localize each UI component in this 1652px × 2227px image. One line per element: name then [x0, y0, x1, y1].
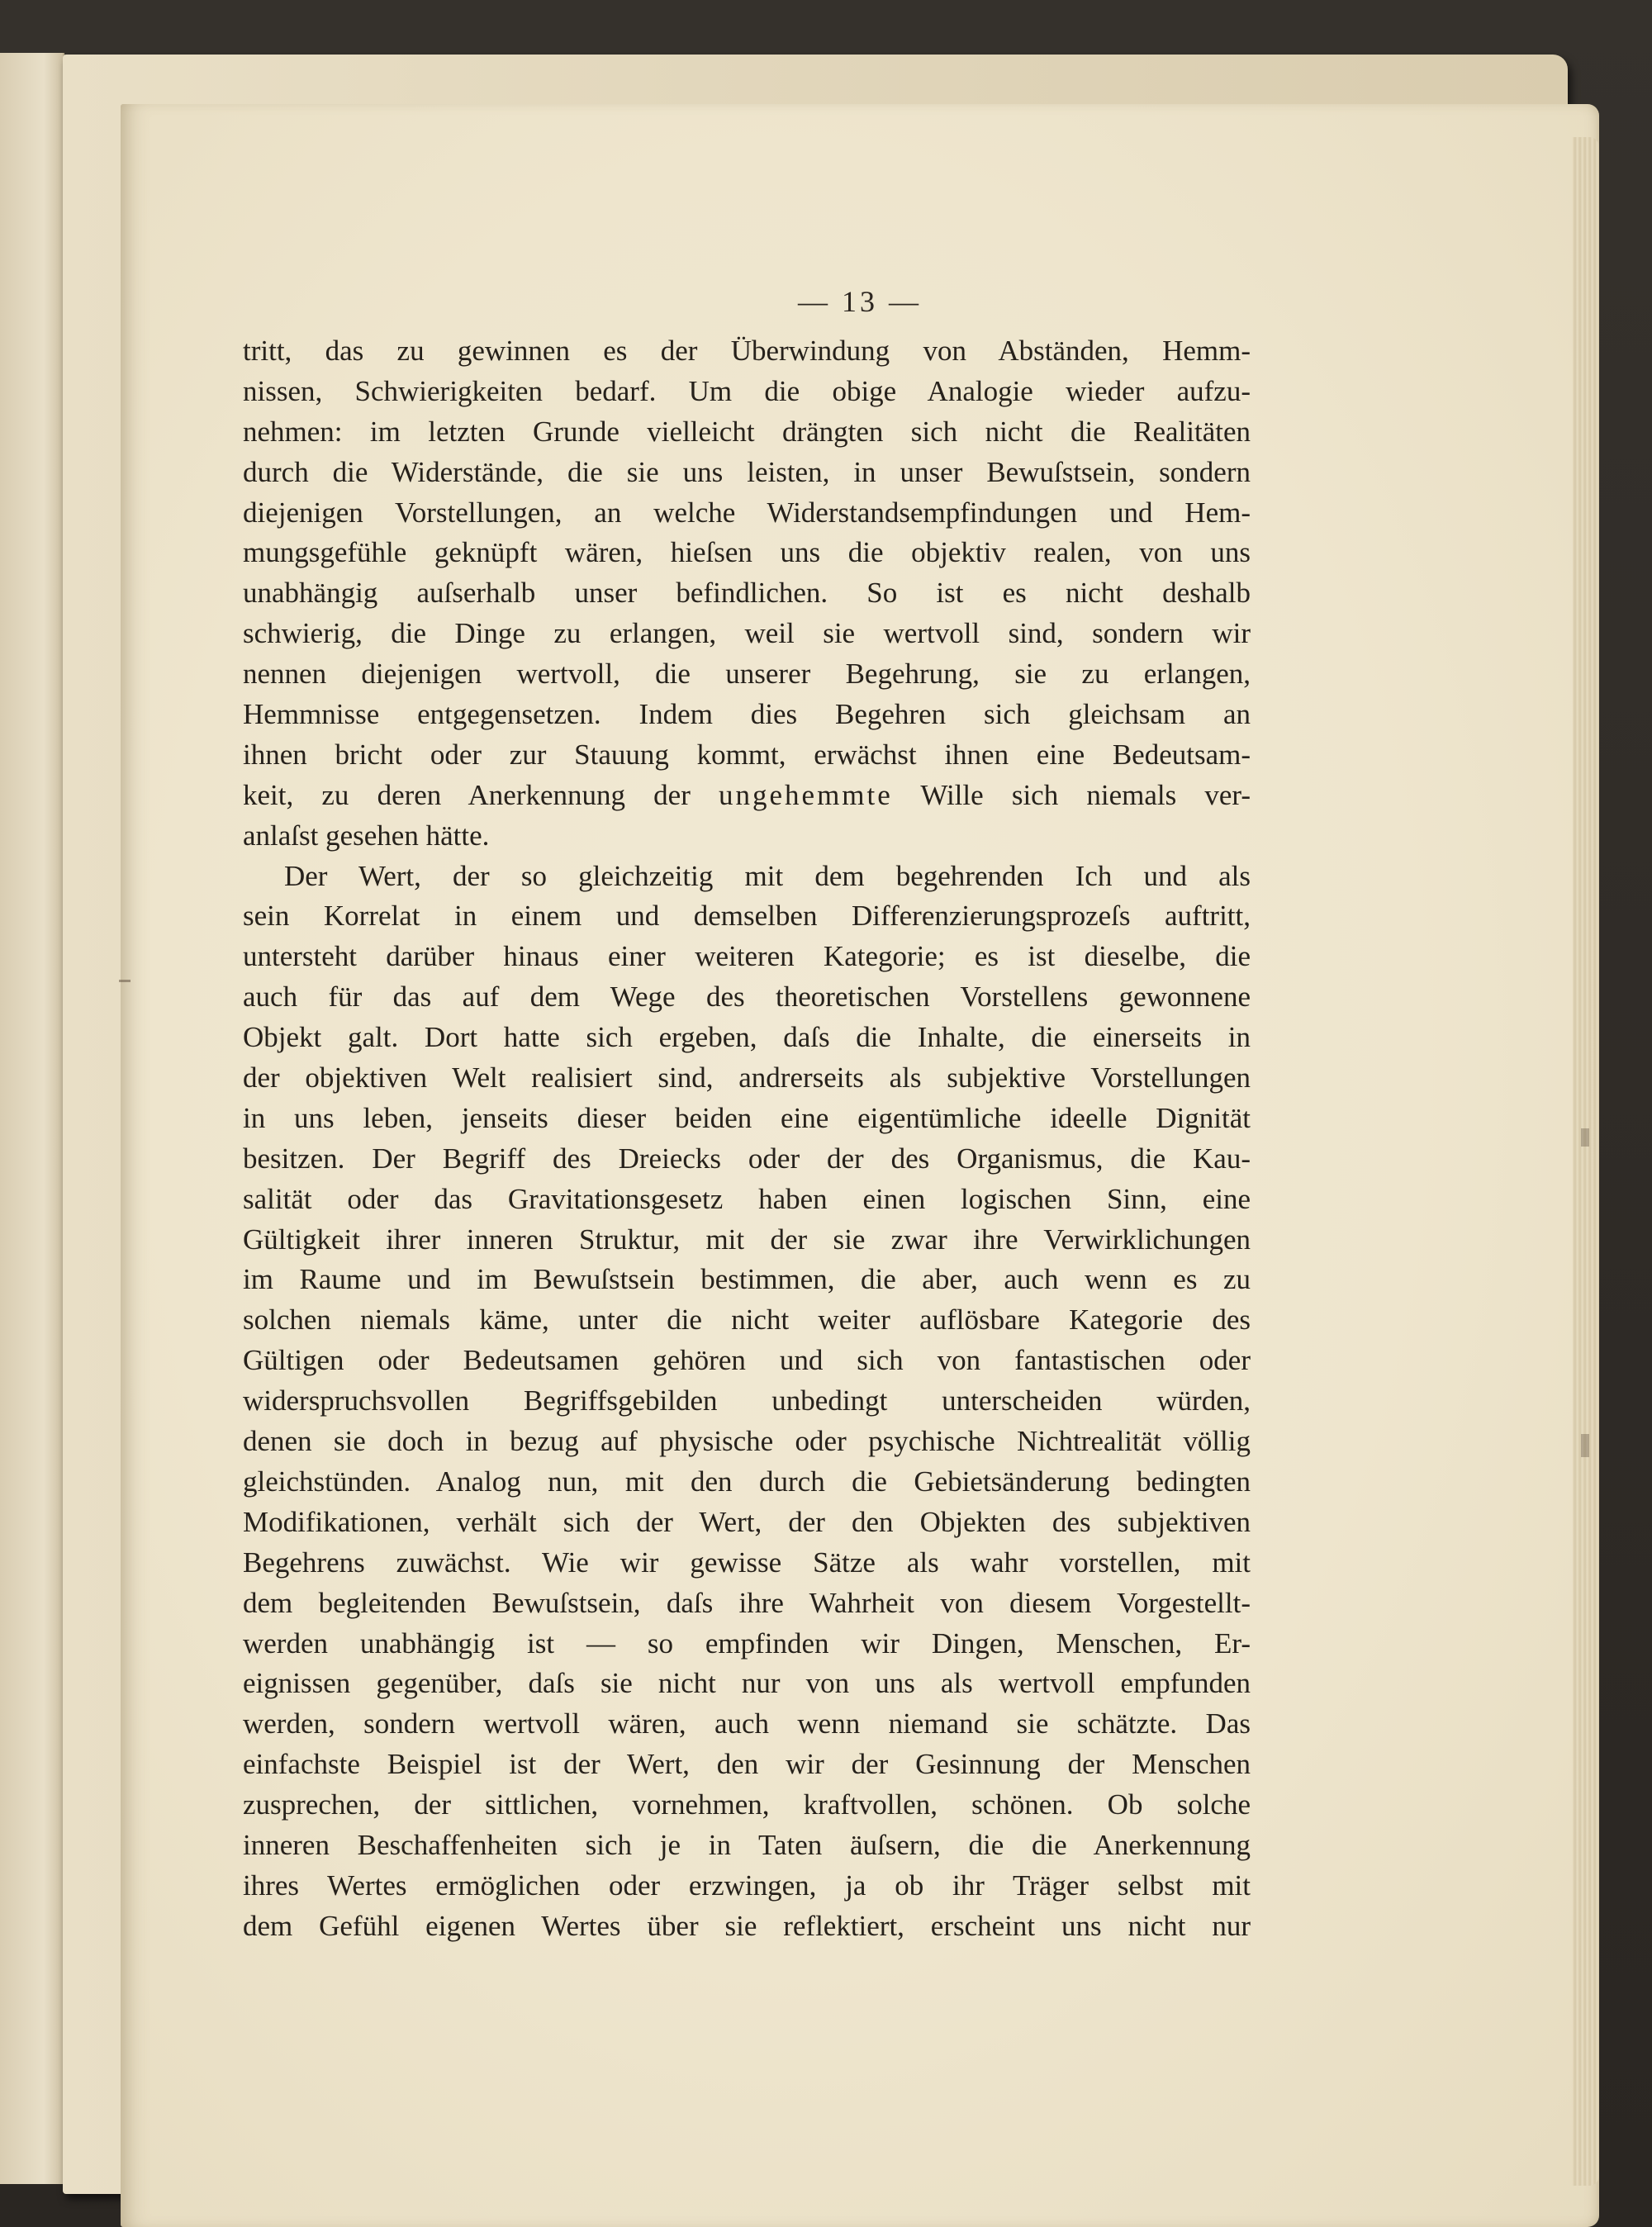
text-fragment: Wille sich niemals ver-: [920, 778, 1251, 811]
text-line: salität oder das Gravitationsgesetz haben einen logischen Sinn, eine: [243, 1182, 1251, 1215]
text-line: mungsgefühle geknüpft wären, hieſsen uns die objektiv realen, von uns: [243, 536, 1251, 569]
text-line: Objekt galt. Dort hatte sich ergeben, daſs die Inhalte, die einerseits in: [243, 1021, 1251, 1054]
text-line: werden unabhängig ist — so empfinden wir Dingen, Menschen, Er-: [243, 1626, 1251, 1660]
text-line: der objektiven Welt realisiert sind, andrerseits als subjektive Vorstellungen: [243, 1061, 1251, 1095]
page-stack: [63, 55, 1568, 2194]
margin-mark: [1581, 1434, 1589, 1457]
text-line: dem begleitenden Bewuſstsein, daſs ihre Wahrheit von diesem Vorgestellt-: [243, 1586, 1251, 1619]
text-line: durch die Widerstände, die sie uns leisten, in unser Bewuſstsein, sondern: [243, 455, 1251, 488]
text-line: Begehrens zuwächst. Wie wir gewisse Sätze als wahr vorstellen, mit: [243, 1546, 1251, 1579]
text-line: dem Gefühl eigenen Wertes über sie reflektiert, erscheint uns nicht nur: [243, 1909, 1251, 1942]
text-line: unabhängig auſserhalb unser befindlichen. So ist es nicht deshalb: [243, 577, 1251, 610]
text-line: nissen, Schwierigkeiten bedarf. Um die obige Analogie wieder aufzu-: [243, 374, 1251, 407]
text-line: untersteht darüber hinaus einer weiteren Kategorie; es ist dieselbe, die: [243, 940, 1251, 973]
body-text: [243, 331, 1251, 1947]
text-fragment: keit, zu deren Anerkennung der: [243, 778, 691, 811]
text-line: widerspruchsvollen Begriffsgebilden unbedingt unterscheiden würden,: [243, 1384, 1251, 1417]
margin-mark: [119, 980, 131, 982]
text-line: solchen niemals käme, unter die nicht weiter auflösbare Kategorie des: [243, 1303, 1251, 1337]
text-line: sein Korrelat in einem und demselben Differenzierungsprozeſs auftritt,: [243, 900, 1251, 933]
text-line: nehmen: im letzten Grunde vielleicht drängten sich nicht die Realitäten: [243, 415, 1251, 448]
text-line: tritt, das zu gewinnen es der Überwindung von Abständen, Hemm-: [243, 335, 1251, 367]
text-line: schwierig, die Dinge zu erlangen, weil sie wertvoll sind, sondern wir: [243, 617, 1251, 650]
text-line: werden, sondern wertvoll wären, auch wenn niemand sie schätzte. Das: [243, 1707, 1251, 1740]
text-line: gleichstünden. Analog nun, mit den durch die Gebietsänderung bedingten: [243, 1465, 1251, 1498]
text-line: nennen diejenigen wertvoll, die unserer Begehrung, sie zu erlangen,: [243, 658, 1251, 691]
paragraph-end-line: anlaſst gesehen hätte.: [243, 819, 490, 852]
text-line: Gültigen oder Bedeutsamen gehören und sich von fantastischen oder: [243, 1344, 1251, 1377]
text-line: in uns leben, jenseits dieser beiden eine eigentümliche ideelle Dignität: [243, 1101, 1251, 1134]
text-line: Modifikationen, verhält sich der Wert, der den Objekten des subjektiven: [243, 1505, 1251, 1538]
text-line: Gültigkeit ihrer inneren Struktur, mit der sie zwar ihre Verwirklichungen: [243, 1223, 1251, 1256]
book-page: [121, 104, 1599, 2227]
text-line: inneren Beschaffenheiten sich je in Taten äuſsern, die die Anerkennung: [243, 1828, 1251, 1861]
text-line: diejenigen Vorstellungen, an welche Widerstandsempfindungen und Hem-: [243, 496, 1251, 529]
text-line: auch für das auf dem Wege des theoretischen Vorstellens gewonnene: [243, 981, 1251, 1014]
text-line-spaced-word: [243, 776, 1251, 816]
text-line: denen sie doch in bezug auf physische oder psychische Nichtrealität völlig: [243, 1425, 1251, 1458]
emphasized-word: ungehemmte: [719, 778, 893, 811]
text-line: Hemmnisse entgegensetzen. Indem dies Begehren sich gleichsam an: [243, 698, 1251, 731]
text-line: besitzen. Der Begriff des Dreiecks oder der des Organismus, die Kau-: [243, 1142, 1251, 1175]
text-line: im Raume und im Bewuſstsein bestimmen, die aber, auch wenn es zu: [243, 1263, 1251, 1296]
margin-mark: [1581, 1128, 1589, 1147]
page-edge-texture: [1573, 137, 1599, 2186]
facing-page-edge: [0, 53, 64, 2184]
text-line: ihres Wertes ermöglichen oder erzwingen, ja ob ihr Träger selbst mit: [243, 1868, 1251, 1902]
text-line: einfachste Beispiel ist der Wert, den wir der Gesinnung der Menschen: [243, 1748, 1251, 1781]
page-number: — 13 —: [798, 285, 922, 318]
text-line: ihnen bricht oder zur Stauung kommt, erwächst ihnen eine Bedeutsam-: [243, 738, 1251, 771]
text-line: eignissen gegenüber, daſs sie nicht nur von uns als wertvoll empfunden: [243, 1667, 1251, 1700]
paragraph-start-line: Der Wert, der so gleichzeitig mit dem begehrenden Ich und als: [284, 859, 1251, 892]
text-line: zusprechen, der sittlichen, vornehmen, kraftvollen, schönen. Ob solche: [243, 1788, 1251, 1821]
